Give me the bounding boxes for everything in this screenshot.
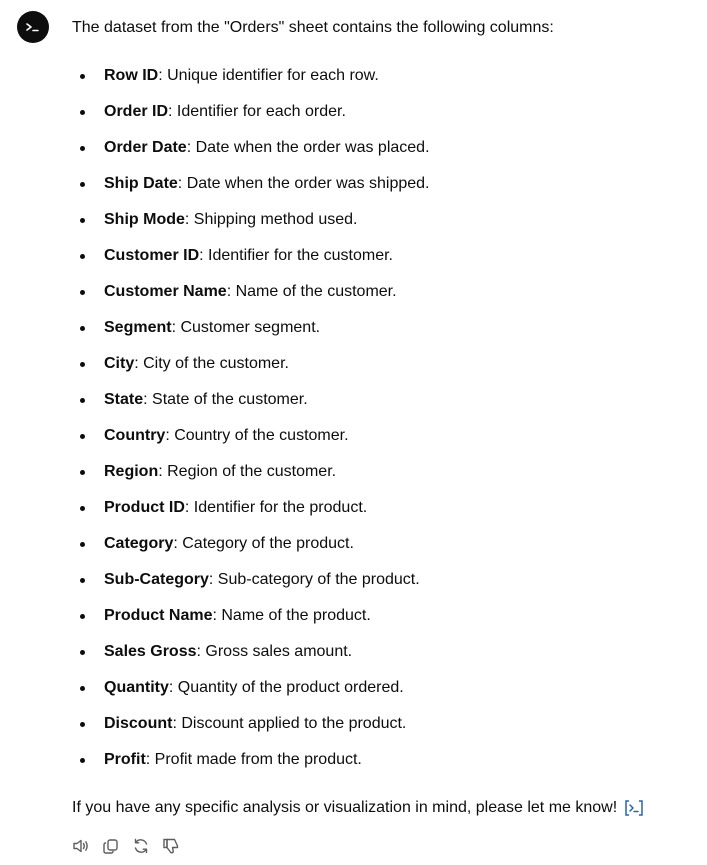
copy-button[interactable]	[100, 835, 122, 857]
column-name: Ship Mode	[104, 211, 185, 228]
column-description: : Date when the order was shipped.	[177, 175, 430, 192]
bullet-dot	[80, 74, 85, 79]
bullet-dot	[80, 398, 85, 403]
column-name: Quantity	[104, 679, 169, 696]
column-name: Product Name	[104, 607, 213, 624]
column-description: : Quantity of the product ordered.	[168, 679, 404, 696]
column-list-item	[72, 532, 430, 556]
column-description: : Customer segment.	[171, 319, 321, 336]
column-name: Order ID	[104, 103, 169, 120]
column-name: Region	[104, 463, 159, 480]
column-name: Sales Gross	[104, 643, 197, 660]
column-name: City	[104, 355, 135, 372]
column-list-item	[72, 244, 430, 268]
column-list-item	[72, 676, 430, 700]
terminal-prompt-icon	[24, 18, 42, 36]
message-outro	[72, 796, 645, 820]
column-description: : City of the customer.	[134, 355, 289, 372]
column-list-item	[72, 604, 430, 628]
column-list-item	[72, 712, 430, 736]
column-description: : Country of the customer.	[165, 427, 349, 444]
column-description: : Identifier for the customer.	[199, 247, 393, 264]
bullet-dot	[80, 362, 85, 367]
bullet-dot	[80, 542, 85, 547]
column-description: : Unique identifier for each row.	[158, 67, 379, 84]
column-name: Ship Date	[104, 175, 178, 192]
column-name: Customer ID	[104, 247, 200, 264]
column-list-item	[72, 496, 430, 520]
read-aloud-button[interactable]	[70, 835, 92, 857]
column-description: : State of the customer.	[143, 391, 308, 408]
column-description: : Name of the customer.	[226, 283, 397, 300]
column-list-item	[72, 568, 430, 592]
bullet-dot	[80, 614, 85, 619]
copy-icon	[102, 837, 120, 855]
bullet-dot	[80, 110, 85, 115]
thumbs-down-icon	[162, 837, 180, 855]
column-name: Category	[104, 535, 174, 552]
column-description: : Identifier for each order.	[168, 103, 346, 120]
message-actions	[70, 835, 182, 857]
column-list-item	[72, 100, 430, 124]
bullet-dot	[80, 650, 85, 655]
column-name: Order Date	[104, 139, 187, 156]
read-aloud-icon	[72, 837, 90, 855]
view-code-icon	[623, 799, 645, 817]
column-name: Customer Name	[104, 283, 227, 300]
column-description: : Sub-category of the product.	[208, 571, 420, 588]
column-description: : Profit made from the product.	[145, 751, 362, 768]
column-list-item	[72, 748, 430, 772]
column-list-item	[72, 640, 430, 664]
column-name: Sub-Category	[104, 571, 209, 588]
column-description: : Identifier for the product.	[184, 499, 368, 516]
column-description: : Region of the customer.	[158, 463, 337, 480]
assistant-avatar	[17, 11, 49, 43]
column-name: Product ID	[104, 499, 185, 516]
column-list-item	[72, 424, 430, 448]
column-description: : Name of the product.	[212, 607, 371, 624]
outro-text: If you have any specific analysis or visualization in mind, please let me know!	[72, 799, 618, 816]
column-description: : Shipping method used.	[184, 211, 358, 228]
column-list-item	[72, 280, 430, 304]
column-description: : Discount applied to the product.	[172, 715, 407, 732]
column-name: Country	[104, 427, 166, 444]
column-name: Discount	[104, 715, 173, 732]
column-name: Segment	[104, 319, 172, 336]
thumbs-down-button[interactable]	[160, 835, 182, 857]
bullet-dot	[80, 686, 85, 691]
bullet-dot	[80, 722, 85, 727]
column-list-item	[72, 460, 430, 484]
bullet-dot	[80, 758, 85, 763]
bullet-dot	[80, 146, 85, 151]
bullet-dot	[80, 326, 85, 331]
column-list-item	[72, 136, 430, 160]
bullet-dot	[80, 182, 85, 187]
column-list-item	[72, 208, 430, 232]
bullet-dot	[80, 290, 85, 295]
column-list-item	[72, 352, 430, 376]
regenerate-button[interactable]	[130, 835, 152, 857]
column-description: : Date when the order was placed.	[186, 139, 430, 156]
column-name: State	[104, 391, 144, 408]
bullet-dot	[80, 506, 85, 511]
column-description: : Gross sales amount.	[196, 643, 353, 660]
column-name: Profit	[104, 751, 146, 768]
bullet-dot	[80, 578, 85, 583]
column-list-item	[72, 172, 430, 196]
bullet-dot	[80, 218, 85, 223]
column-list-item	[72, 316, 430, 340]
bullet-dot	[80, 470, 85, 475]
bullet-dot	[80, 254, 85, 259]
column-description: : Category of the product.	[173, 535, 354, 552]
bullet-dot	[80, 434, 85, 439]
column-list-item	[72, 388, 430, 412]
view-code-button[interactable]	[623, 799, 645, 817]
column-list	[72, 64, 430, 784]
message-intro: The dataset from the "Orders" sheet contains the following columns:	[72, 19, 554, 36]
column-list-item	[72, 64, 430, 88]
column-name: Row ID	[104, 67, 159, 84]
regenerate-icon	[132, 837, 150, 855]
